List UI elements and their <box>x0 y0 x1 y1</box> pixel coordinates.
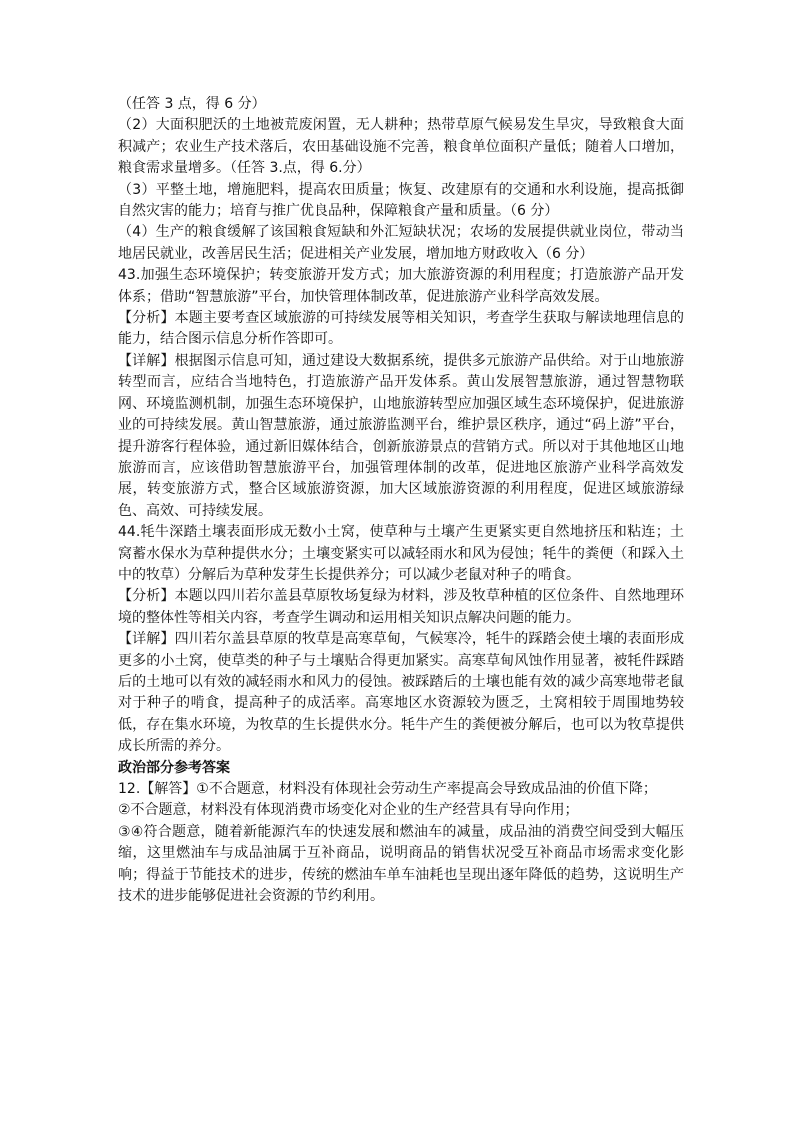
q12-answer-intro: 12.【解答】①不合题意，材料没有体现社会劳动生产率提高会导致成品油的价值下降； <box>118 781 657 797</box>
q43-analysis: 【分析】本题主要考查区域旅游的可持续发展等相关知识，考查学生获取与解读地理信息的能力，结合图示信息分析作答即可。 <box>118 310 684 348</box>
answer-document <box>118 94 684 907</box>
politics-section-title: 政治部分参考答案 <box>118 759 230 776</box>
q42-part4-answer: （4）生产的粮食缓解了该国粮食短缺和外汇短缺状况；农场的发展提供就业岗位，带动当地居民就业，改善居民生活；促进相关产业发展，增加地方财政收入（6 分） <box>118 224 684 262</box>
q43-detail: 【详解】根据图示信息可知，通过建设大数据系统，提供多元旅游产品供给。对于山地旅游转型而言，应结合当地特色，打造旅游产品开发体系。黄山发展智慧旅游，通过智慧物联网、环境监测机制，加强生态环境保护，山地旅游转型应加强区域生态环境保护，促进旅游业的可持续发展。黄山智慧旅游，通过旅游监测平台，维护景区秩序，通过“码上游”平台，提升游客行程体验，通过新旧媒体结合，创新旅游景点的营销方式。所以对于其他地区山地旅游而言，应该借助智慧旅游平台，加强管理体制的改革，促进地区旅游产业科学高效发展，转变旅游方式，整合区域旅游资源，加大区域旅游资源的利用程度，促进区域旅游绿色、高效、可持续发展。 <box>118 352 684 519</box>
q42-score-note: （任答 3 点，得 6 分） <box>118 96 266 112</box>
q44-answer: 44.牦牛深踏土壤表面形成无数小土窝，使草种与土壤产生更紧实更自然地挤压和粘连；土窝蓄水保水为草种提供水分；土壤变紧实可以减轻雨水和风为侵蚀；牦牛的粪便（和踩入土中的牧草）分解后为草种发芽生长提供养分；可以减少老鼠对种子的啃食。 <box>118 524 684 583</box>
q42-part2-answer: （2）大面积肥沃的土地被荒废闲置，无人耕种；热带草原气候易发生旱灾，导致粮食大面积减产；农业生产技术落后，农田基础设施不完善，粮食单位面积产量低；随着人口增加，粮食需求量增多。（任答 3.点，得 6.分） <box>118 117 684 177</box>
q12-answer-item34: ③④符合题意，随着新能源汽车的快速发展和燃油车的减量，成品油的消费空间受到大幅压缩，这里燃油车与成品油属于互补商品，说明商品的销售状况受互补商品市场需求变化影响；得益于节能技术的进步，传统的燃油车单车油耗也呈现出逐年降低的趋势，这说明生产技术的进步能够促进社会资源的节约利用。 <box>118 823 684 905</box>
q12-answer-item2: ②不合题意，材料没有体现消费市场变化对企业的生产经营具有导向作用； <box>118 802 579 819</box>
q42-part3-answer: （3）平整土地，增施肥料，提高农田质量；恢复、改建原有的交通和水利设施，提高抵御自然灾害的能力；培育与推广优良品种，保障粮食产量和质量。（6 分） <box>118 181 684 220</box>
q43-answer: 43.加强生态环境保护；转变旅游开发方式；加大旅游资源的利用程度；打造旅游产品开发体系；借助“智慧旅游”平台，加快管理体制改革，促进旅游产业科学高效发展。 <box>118 267 684 305</box>
q44-analysis: 【分析】本题以四川若尔盖县草原牧场复绿为材料，涉及牧草种植的区位条件、自然地理环境的整体性等相关内容，考查学生调动和运用相关知识点解决问题的能力。 <box>118 588 684 626</box>
q44-detail: 【详解】四川若尔盖县草原的牧草是高寒草甸，气候寒冷，牦牛的踩踏会使土壤的表面形成更多的小土窝，使草类的种子与土壤贴合得更加紧实。高寒草甸风蚀作用显著，被牦件踩踏后的土地可以有效的减轻雨水和风力的侵蚀。被踩踏后的土壤也能有效的减少高寒地带老鼠对于种子的啃食，提高种子的成活率。高寒地区水资源较为匮乏，土窝相较于周围地势较低，存在集水环境，为牧草的生长提供水分。牦牛产生的粪便被分解后，也可以为牧草提供成长所需的养分。 <box>118 631 684 755</box>
